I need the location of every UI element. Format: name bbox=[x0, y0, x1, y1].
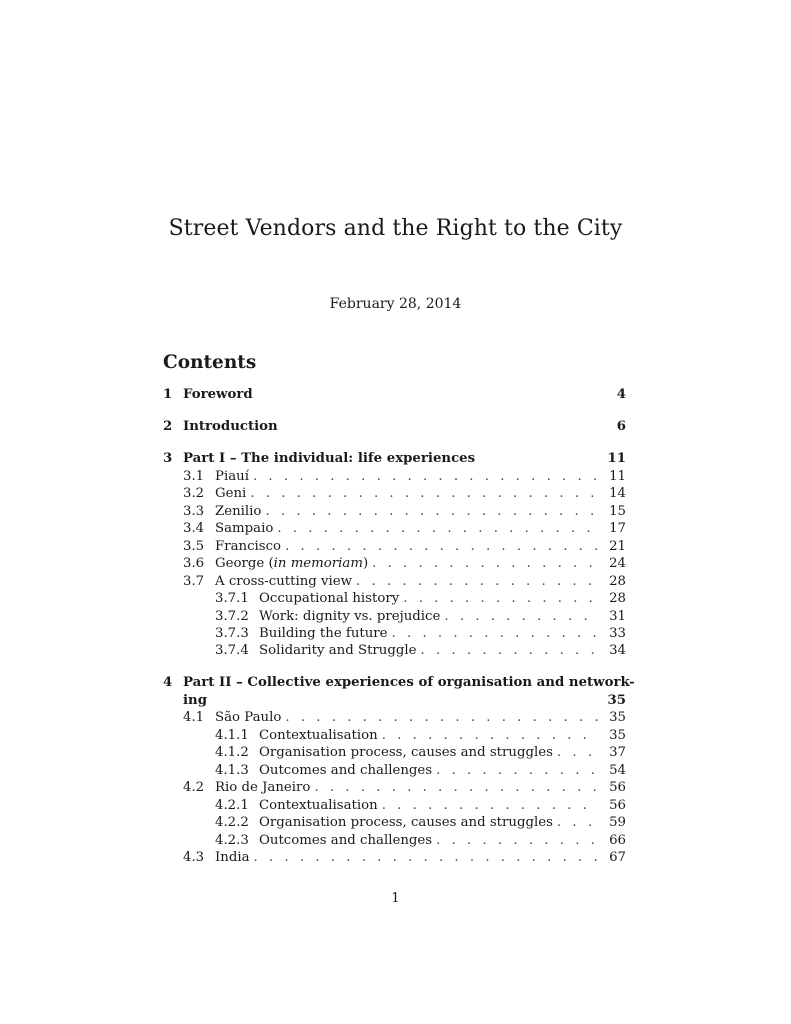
toc-entry-title bbox=[183, 674, 635, 691]
toc-entry-title bbox=[259, 797, 378, 814]
toc-entry-page: 17 bbox=[609, 521, 626, 536]
toc-entry-title-text: Rio de Janeiro bbox=[215, 780, 311, 795]
toc-entry-title bbox=[259, 642, 417, 659]
toc-entry-title bbox=[215, 520, 273, 537]
toc-entry-title-text: Part II – Collective experiences of organisation and network- bbox=[183, 675, 635, 690]
toc-entry-title-text: George ( bbox=[215, 556, 274, 571]
toc-entry-number: 4.2.3 bbox=[215, 833, 249, 848]
toc-entry-title-italic: in memoriam bbox=[273, 556, 363, 571]
toc-dot-leader bbox=[432, 832, 598, 849]
toc-entry-title bbox=[215, 503, 261, 520]
toc-section-entry[interactable] bbox=[163, 573, 626, 590]
toc-subsection-entry[interactable] bbox=[163, 797, 626, 814]
toc-subsection-entry[interactable] bbox=[163, 590, 626, 607]
toc-section-entry[interactable] bbox=[163, 779, 626, 796]
toc-entry-page: 35 bbox=[609, 710, 626, 725]
toc-dot-leader bbox=[273, 520, 598, 537]
toc-entry-title bbox=[259, 744, 553, 761]
toc-entry-page: 35 bbox=[607, 693, 626, 708]
toc-subsection-entry[interactable] bbox=[163, 642, 626, 659]
toc-entry-title bbox=[259, 625, 388, 642]
toc-entry-title bbox=[215, 468, 249, 485]
toc-entry-number: 1 bbox=[163, 387, 173, 402]
toc-entry-title bbox=[215, 555, 368, 572]
toc-subsection-entry[interactable] bbox=[163, 744, 626, 761]
toc-section-entry[interactable] bbox=[163, 538, 626, 555]
toc-part-entry[interactable] bbox=[163, 418, 626, 435]
toc-dot-leader bbox=[553, 814, 598, 831]
toc-dot-leader bbox=[250, 849, 598, 866]
table-of-contents bbox=[163, 0, 635, 1024]
contents-heading: Contents bbox=[163, 352, 257, 373]
toc-entry-page: 11 bbox=[607, 451, 626, 466]
toc-section-entry[interactable] bbox=[163, 849, 626, 866]
toc-entry-page: 54 bbox=[609, 763, 626, 778]
toc-entry-page: 31 bbox=[609, 609, 626, 624]
toc-entry-number: 3.4 bbox=[183, 521, 205, 536]
toc-subsection-entry[interactable] bbox=[163, 762, 626, 779]
toc-dot-leader bbox=[281, 709, 598, 726]
toc-part-entry[interactable] bbox=[163, 450, 626, 467]
toc-section-entry[interactable] bbox=[163, 468, 626, 485]
toc-part-entry[interactable] bbox=[163, 386, 626, 403]
toc-part-entry[interactable] bbox=[163, 674, 635, 691]
toc-entry-title-text: Zenilio bbox=[215, 504, 262, 519]
toc-entry-title bbox=[259, 814, 553, 831]
toc-entry-title-text: Outcomes and challenges bbox=[259, 763, 433, 778]
toc-section-entry[interactable] bbox=[163, 555, 626, 572]
toc-entry-number: 4.2 bbox=[183, 780, 205, 795]
toc-dot-leader bbox=[249, 468, 598, 485]
toc-entry-title bbox=[259, 590, 399, 607]
toc-entry-title-text: A cross-cutting view bbox=[215, 574, 353, 589]
toc-subsection-entry[interactable] bbox=[163, 832, 626, 849]
toc-entry-number: 4.1.3 bbox=[215, 763, 249, 778]
toc-dot-leader bbox=[352, 573, 598, 590]
toc-entry-title-text: Part I – The individual: life experiences bbox=[183, 451, 476, 466]
toc-dot-leader bbox=[368, 555, 598, 572]
toc-entry-number: 3 bbox=[163, 451, 173, 466]
toc-entry-page: 6 bbox=[616, 419, 626, 434]
toc-entry-title-text: Geni bbox=[215, 486, 247, 501]
toc-subsection-entry[interactable] bbox=[163, 814, 626, 831]
toc-entry-number: 3.7.1 bbox=[215, 591, 249, 606]
toc-entry-page: 56 bbox=[609, 780, 626, 795]
toc-entry-title-text: Contextualisation bbox=[259, 798, 378, 813]
toc-entry-page: 28 bbox=[609, 574, 626, 589]
page-number: 1 bbox=[391, 891, 400, 906]
toc-entry-page: 14 bbox=[609, 486, 626, 501]
toc-dot-leader bbox=[432, 762, 598, 779]
toc-entry-number: 3.3 bbox=[183, 504, 205, 519]
toc-entry-page: 37 bbox=[609, 745, 626, 760]
toc-entry-page: 35 bbox=[609, 728, 626, 743]
toc-entry-title-continued: ing bbox=[183, 693, 208, 708]
toc-entry-title bbox=[259, 608, 440, 625]
toc-entry-title bbox=[259, 727, 378, 744]
toc-dot-leader bbox=[378, 797, 598, 814]
toc-entry-number: 3.1 bbox=[183, 469, 205, 484]
toc-entry-number: 2 bbox=[163, 419, 173, 434]
toc-entry-number: 4.1.1 bbox=[215, 728, 249, 743]
toc-entry-title-text: Building the future bbox=[259, 626, 388, 641]
toc-entry-title bbox=[215, 849, 250, 866]
toc-entry-number: 4.2.2 bbox=[215, 815, 249, 830]
toc-entry-page: 67 bbox=[609, 850, 626, 865]
toc-entry-title-text: Outcomes and challenges bbox=[259, 833, 433, 848]
toc-entry-title bbox=[183, 386, 253, 403]
toc-entry-page: 24 bbox=[609, 556, 626, 571]
toc-entry-page: 34 bbox=[609, 643, 626, 658]
toc-section-entry[interactable] bbox=[163, 520, 626, 537]
toc-entry-title bbox=[215, 709, 281, 726]
toc-dot-leader bbox=[261, 503, 598, 520]
toc-entry-title-text: Organisation process, causes and struggles bbox=[259, 745, 553, 760]
toc-entry-title-text: Foreword bbox=[183, 387, 253, 402]
toc-dot-leader bbox=[310, 779, 598, 796]
toc-entry-page: 4 bbox=[616, 387, 626, 402]
toc-entry-title bbox=[183, 418, 278, 435]
toc-subsection-entry[interactable] bbox=[163, 625, 626, 642]
toc-dot-leader bbox=[417, 642, 599, 659]
toc-dot-leader bbox=[553, 744, 598, 761]
toc-entry-page: 15 bbox=[609, 504, 626, 519]
toc-entry-title-text: Sampaio bbox=[215, 521, 274, 536]
toc-dot-leader bbox=[440, 608, 598, 625]
toc-entry-title-text: Francisco bbox=[215, 539, 282, 554]
toc-entry-title-text: Occupational history bbox=[259, 591, 400, 606]
toc-entry-title-suffix: ) bbox=[362, 556, 369, 571]
toc-entry-page: 33 bbox=[609, 626, 626, 641]
toc-entry-title-text: India bbox=[215, 850, 250, 865]
document-title: Street Vendors and the Right to the City bbox=[168, 216, 623, 241]
toc-entry-number: 4 bbox=[163, 675, 173, 690]
toc-entry-number: 4.1.2 bbox=[215, 745, 249, 760]
toc-entry-number: 4.2.1 bbox=[215, 798, 249, 813]
toc-entry-page: 66 bbox=[609, 833, 626, 848]
toc-entry-number: 3.6 bbox=[183, 556, 205, 571]
toc-entry-page: 21 bbox=[609, 539, 626, 554]
toc-entry-title bbox=[215, 485, 246, 502]
toc-entry-page: 56 bbox=[609, 798, 626, 813]
toc-part-entry-continued[interactable] bbox=[163, 692, 626, 709]
toc-entry-title bbox=[259, 832, 432, 849]
toc-entry-number: 4.3 bbox=[183, 850, 205, 865]
toc-entry-page: 59 bbox=[609, 815, 626, 830]
toc-entry-title-text: São Paulo bbox=[215, 710, 282, 725]
toc-dot-leader bbox=[246, 485, 598, 502]
toc-entry-title bbox=[215, 538, 281, 555]
toc-dot-leader bbox=[388, 625, 598, 642]
toc-entry-number: 3.7.3 bbox=[215, 626, 249, 641]
toc-entry-title-text: Contextualisation bbox=[259, 728, 378, 743]
toc-entry-number: 3.7 bbox=[183, 574, 205, 589]
toc-dot-leader bbox=[399, 590, 598, 607]
toc-entry-title-text: Work: dignity vs. prejudice bbox=[259, 609, 441, 624]
toc-entry-number: 3.2 bbox=[183, 486, 205, 501]
toc-entry-page: 28 bbox=[609, 591, 626, 606]
toc-section-entry[interactable] bbox=[163, 503, 626, 520]
toc-entry-title-text: Introduction bbox=[183, 419, 278, 434]
toc-entry-number: 4.1 bbox=[183, 710, 205, 725]
toc-entry-number: 3.5 bbox=[183, 539, 205, 554]
toc-entry-page: 11 bbox=[609, 469, 626, 484]
toc-entry-title bbox=[259, 762, 432, 779]
toc-section-entry[interactable] bbox=[163, 485, 626, 502]
toc-subsection-entry[interactable] bbox=[163, 608, 626, 625]
toc-entry-title bbox=[183, 450, 475, 467]
toc-section-entry[interactable] bbox=[163, 709, 626, 726]
toc-dot-leader bbox=[378, 727, 598, 744]
toc-entry-number: 3.7.2 bbox=[215, 609, 249, 624]
toc-subsection-entry[interactable] bbox=[163, 727, 626, 744]
document-date: February 28, 2014 bbox=[329, 296, 462, 312]
toc-entry-title bbox=[215, 779, 310, 796]
toc-entry-title-text: Piauí bbox=[215, 469, 249, 484]
toc-entry-number: 3.7.4 bbox=[215, 643, 249, 658]
toc-entry-title-text: Organisation process, causes and struggles bbox=[259, 815, 553, 830]
toc-entry-title-text: Solidarity and Struggle bbox=[259, 643, 417, 658]
toc-entry-title bbox=[215, 573, 352, 590]
toc-dot-leader bbox=[281, 538, 598, 555]
